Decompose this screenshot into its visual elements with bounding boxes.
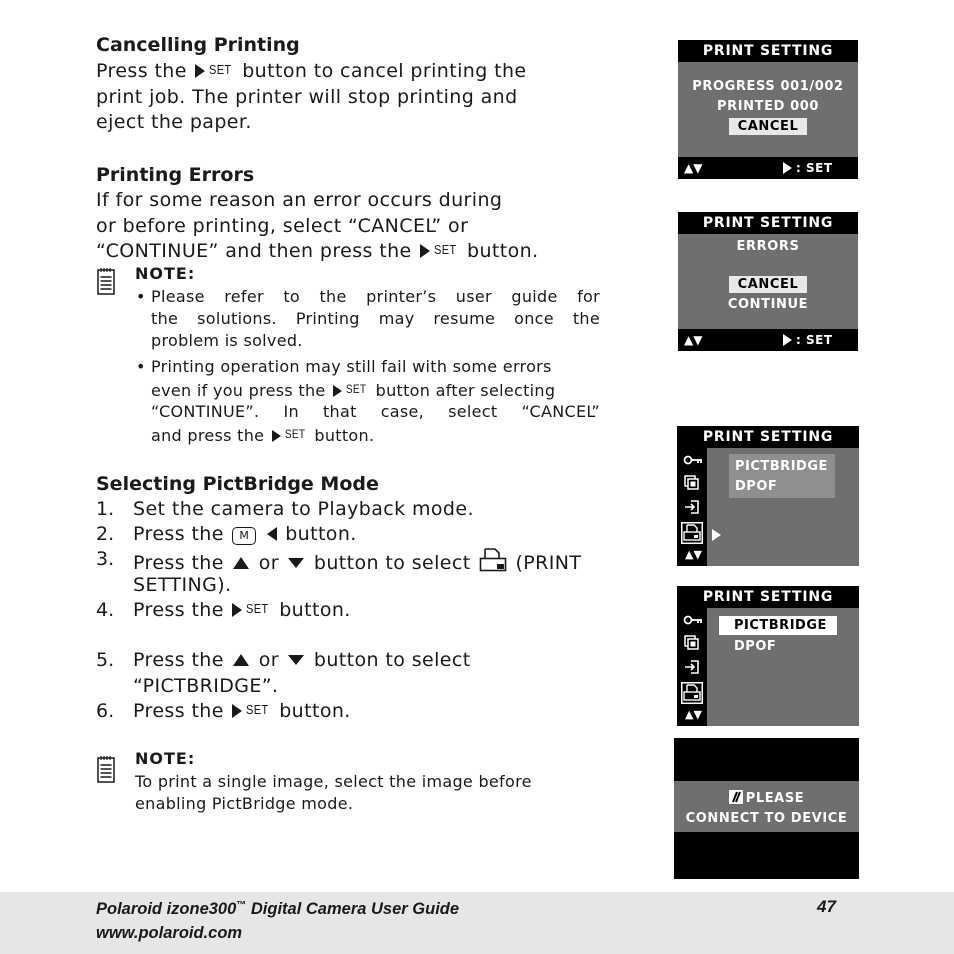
screen-please-connect — [674, 738, 859, 879]
screen-footer — [678, 329, 858, 351]
copy-icon — [684, 475, 700, 491]
step-text: Press the — [133, 700, 224, 722]
step-number: 4. — [96, 599, 115, 621]
note1-bullet-dot: • — [136, 287, 146, 306]
note1-b2-l4 — [151, 423, 374, 448]
trademark-symbol: ™ — [236, 900, 247, 911]
pictbridge-option: PICTBRIDGE — [735, 459, 828, 474]
cancel-line-2: print job. The printer will stop printing and — [96, 86, 518, 108]
screen-print-setting-menu — [677, 426, 859, 566]
step-text: button. — [279, 599, 351, 621]
step-text: or — [258, 649, 279, 671]
step-1: Set the camera to Playback mode. — [133, 498, 474, 520]
set-key-label: SET — [434, 242, 457, 257]
step-text: Press the — [133, 649, 224, 671]
print-setting-icon — [681, 522, 703, 544]
step-text: or — [258, 552, 279, 574]
note-text: button after selecting — [375, 381, 556, 400]
errors-text: ERRORS — [736, 239, 800, 254]
dpof-option: DPOF — [734, 639, 777, 654]
screen-title: PRINT SETTING — [677, 426, 859, 448]
right-arrow-icon — [232, 603, 242, 617]
set-key-label: SET — [284, 427, 306, 441]
import-icon — [684, 659, 700, 675]
set-label: : SET — [796, 161, 833, 175]
please-text: PLEASE — [745, 791, 805, 806]
pictbridge-icon — [729, 790, 743, 804]
set-key-label: SET — [246, 702, 269, 717]
note1-b1-l1: Please refer to the printer’s user guide for — [151, 287, 600, 306]
cancel-text: button to cancel printing the — [242, 60, 527, 82]
note1-bullet-dot: • — [136, 357, 146, 376]
notepad-icon — [97, 755, 115, 783]
screen-pictbridge-selected — [677, 586, 859, 726]
step-number: 5. — [96, 649, 115, 671]
note1-b1-l3: problem is solved. — [151, 331, 303, 350]
import-icon — [684, 499, 700, 515]
up-down-icon: ▲▼ — [684, 333, 703, 347]
note1-b2-l2 — [151, 378, 555, 403]
note1-b1-l2: the solutions. Printing may resume once the — [151, 309, 600, 328]
errors-text: button. — [467, 240, 539, 262]
step-text: button. — [285, 523, 357, 545]
print-setting-icon — [479, 548, 507, 572]
set-key-label: SET — [209, 62, 232, 77]
please-line — [674, 790, 859, 806]
progress-text: PROGRESS 001/002 — [692, 79, 844, 94]
screen-title: PRINT SETTING — [678, 40, 858, 62]
note1-b2-l3: “CONTINUE”. In that case, select “CANCEL” — [151, 402, 600, 421]
right-arrow-icon — [272, 430, 281, 442]
step-number: 2. — [96, 523, 115, 545]
step-number: 3. — [96, 548, 115, 570]
errors-line-3 — [96, 240, 539, 262]
footer-title — [96, 900, 459, 919]
set-key-label: SET — [246, 601, 269, 616]
right-arrow-icon — [232, 704, 242, 718]
note2-heading: NOTE: — [135, 749, 196, 768]
right-arrow-icon — [333, 385, 342, 397]
step-text: (PRINT — [515, 552, 582, 574]
errors-line-1: If for some reason an error occurs during — [96, 189, 503, 211]
up-arrow-icon — [233, 557, 249, 569]
key-icon — [683, 454, 703, 466]
up-arrow-icon — [233, 654, 249, 666]
step-5-cont: “PICTBRIDGE”. — [133, 675, 279, 697]
key-icon — [683, 614, 703, 626]
right-arrow-icon — [195, 64, 205, 78]
screen-footer — [678, 157, 858, 179]
dpof-option: DPOF — [735, 479, 778, 494]
step-text: button. — [279, 700, 351, 722]
copy-icon — [684, 635, 700, 651]
left-arrow-icon — [267, 527, 277, 541]
notepad-icon — [97, 267, 115, 295]
up-down-icon: ▲▼ — [685, 708, 702, 721]
footer-url: www.polaroid.com — [96, 924, 243, 942]
menu-sidebar — [677, 448, 707, 566]
cancel-option: CANCEL — [729, 276, 808, 293]
cancel-option: CANCEL — [729, 118, 808, 135]
note-text: button. — [314, 426, 375, 445]
connect-text: CONNECT TO DEVICE — [685, 811, 848, 826]
step-text: button to select — [313, 649, 471, 671]
cancel-text: Press the — [96, 60, 187, 82]
page-footer — [0, 892, 954, 954]
up-down-icon: ▲▼ — [684, 161, 703, 175]
step-text: Press the — [133, 552, 224, 574]
right-arrow-icon — [420, 244, 430, 258]
cancel-line-3: eject the paper. — [96, 111, 252, 133]
footer-title-text: Digital Camera User Guide — [246, 900, 460, 918]
note1-b2-l1: Printing operation may still fail with some errors — [151, 357, 552, 376]
screen-title: PRINT SETTING — [677, 586, 859, 608]
errors-heading: Printing Errors — [96, 164, 255, 186]
step-text: Press the — [133, 523, 224, 545]
cancel-line-1 — [96, 60, 526, 82]
submenu-arrow-icon — [712, 529, 721, 541]
note-text: even if you press the — [151, 381, 326, 400]
pictbridge-option: PICTBRIDGE — [734, 618, 827, 633]
step-number: 1. — [96, 498, 115, 520]
up-down-icon: ▲▼ — [685, 548, 702, 561]
step-text: Press the — [133, 599, 224, 621]
printed-text: PRINTED 000 — [716, 99, 820, 114]
right-arrow-icon — [783, 162, 792, 174]
print-setting-icon — [681, 682, 703, 704]
cancel-heading: Cancelling Printing — [96, 34, 300, 56]
errors-line-2: or before printing, select “CANCEL” or — [96, 215, 469, 237]
errors-text: “CONTINUE” and then press the — [96, 240, 412, 262]
menu-sidebar — [677, 608, 707, 726]
note-text: and press the — [151, 426, 265, 445]
screen-title: PRINT SETTING — [678, 212, 858, 234]
set-key-label: SET — [345, 382, 367, 396]
down-arrow-icon — [288, 655, 304, 665]
down-arrow-icon — [288, 558, 304, 568]
step-2 — [133, 523, 357, 545]
step-6 — [133, 700, 351, 722]
step-3 — [133, 548, 581, 574]
footer-title-text: Polaroid izone300 — [96, 900, 237, 918]
step-5 — [133, 649, 471, 671]
right-arrow-icon — [783, 334, 792, 346]
step-3-cont: SETTING). — [133, 574, 232, 596]
screen-print-errors — [678, 212, 858, 351]
step-4 — [133, 599, 351, 621]
set-label: : SET — [796, 333, 833, 347]
step-text: button to select — [313, 552, 471, 574]
step-number: 6. — [96, 700, 115, 722]
note2-line-2: enabling PictBridge mode. — [135, 794, 354, 813]
screen-print-progress — [678, 40, 858, 179]
menu-key-icon: M — [232, 527, 256, 545]
note1-heading: NOTE: — [135, 264, 196, 283]
pictbridge-heading: Selecting PictBridge Mode — [96, 473, 379, 495]
continue-option: CONTINUE — [727, 297, 809, 312]
page-number: 47 — [817, 897, 836, 916]
note2-line-1: To print a single image, select the image before — [135, 772, 532, 791]
